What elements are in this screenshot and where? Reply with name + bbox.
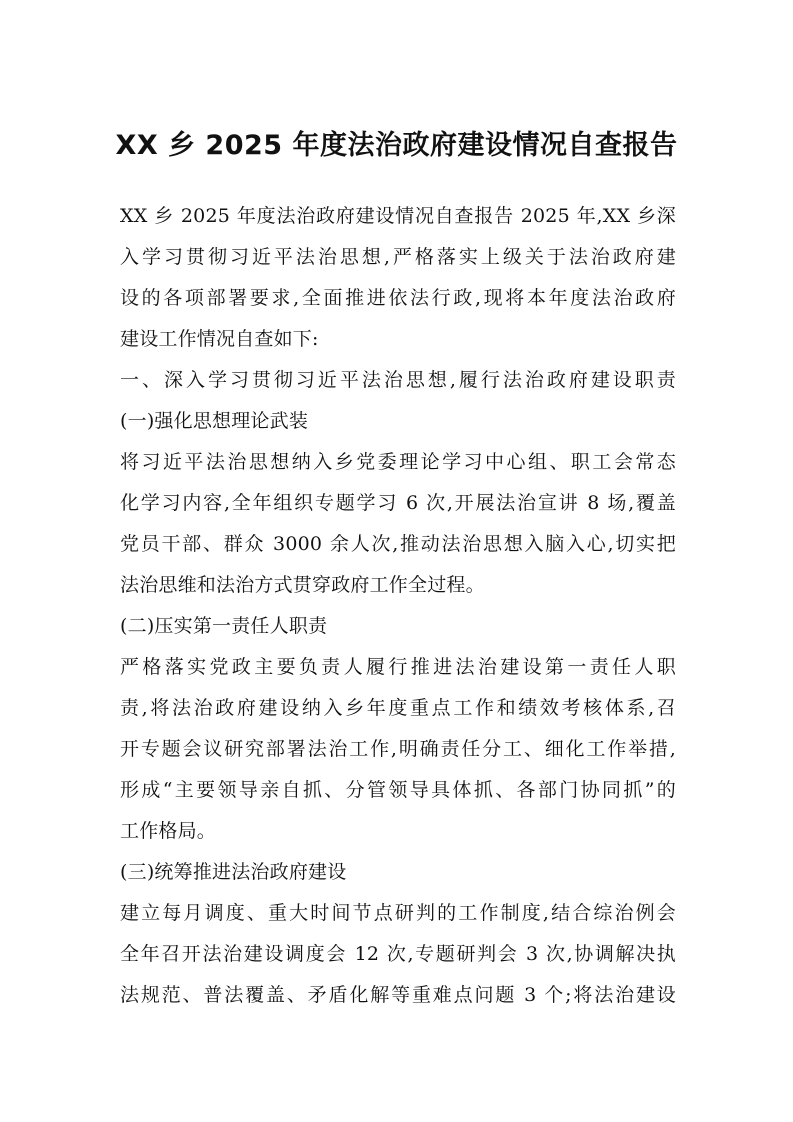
subsection-heading: (三)统筹推进法治政府建设 [120, 861, 347, 883]
section-heading: 一、深入学习贯彻习近平法治思想,履行法治政府建设职责 [120, 369, 676, 391]
document-title: XX 乡 2025 年度法治政府建设情况自查报告 [115, 130, 678, 161]
paragraph-line: 法规范、普法覆盖、矛盾化解等重难点问题 3 个;将法治建设 [120, 984, 676, 1006]
subsection-heading: (二)压实第一责任人职责 [120, 615, 328, 637]
paragraph-line: 责,将法治政府建设纳入乡年度重点工作和绩效考核体系,召 [120, 697, 676, 719]
paragraph-line: 将习近平法治思想纳入乡党委理论学习中心组、职工会常态 [120, 451, 676, 473]
paragraph-line: 设的各项部署要求,全面推进依法行政,现将本年度法治政府 [120, 287, 676, 309]
paragraph-line: 建立每月调度、重大时间节点研判的工作制度,结合综治例会 [120, 902, 676, 924]
paragraph-line: XX 乡 2025 年度法治政府建设情况自查报告 2025 年,XX 乡深 [120, 205, 676, 227]
paragraph-line: 严格落实党政主要负责人履行推进法治建设第一责任人职 [120, 656, 676, 678]
paragraph-line: 入学习贯彻习近平法治思想,严格落实上级关于法治政府建 [120, 246, 676, 268]
paragraph-line: 法治思维和法治方式贯穿政府工作全过程。 [120, 574, 485, 596]
paragraph-line: 建设工作情况自查如下: [120, 328, 319, 350]
paragraph-line: 工作格局。 [120, 820, 217, 842]
paragraph-line: 形成“主要领导亲自抓、分管领导具体抓、各部门协同抓”的 [120, 779, 676, 801]
paragraph-line: 全年召开法治建设调度会 12 次,专题研判会 3 次,协调解决执 [120, 943, 676, 965]
paragraph-line: 党员干部、群众 3000 余人次,推动法治思想入脑入心,切实把 [120, 533, 676, 555]
subsection-heading: (一)强化思想理论武装 [120, 410, 309, 432]
paragraph-line: 开专题会议研究部署法治工作,明确责任分工、细化工作举措, [120, 738, 676, 760]
document-body [120, 196, 676, 1016]
paragraph-line: 化学习内容,全年组织专题学习 6 次,开展法治宣讲 8 场,覆盖 [120, 492, 676, 514]
